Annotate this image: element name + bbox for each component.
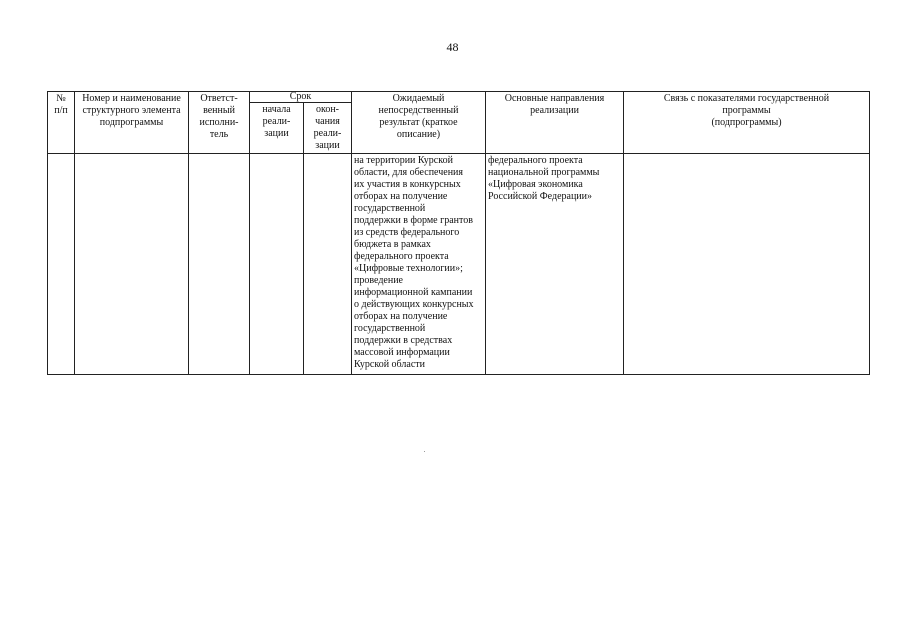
cell-end (304, 154, 352, 375)
cell-name (75, 154, 189, 375)
table-row (48, 154, 870, 375)
header-term: Срок (250, 92, 352, 103)
cell-num (48, 154, 75, 375)
header-start: начала реали- зации (250, 103, 304, 154)
cell-executor (189, 154, 250, 375)
header-num: № п/п (48, 92, 75, 154)
header-link: Связь с показателями государственной программы (подпрограммы) (624, 92, 870, 154)
header-result: Ожидаемый непосредственный результат (краткое описание) (352, 92, 486, 154)
header-end: окон- чания реали- зации (304, 103, 352, 154)
header-name: Номер и наименование структурного элемента подпрограммы (75, 92, 189, 154)
header-row-1 (48, 92, 870, 103)
program-table (47, 91, 870, 375)
scan-speck (424, 451, 425, 452)
cell-directions: федерального проекта национальной программы «Цифровая экономика Российской Федерации» (486, 154, 624, 375)
cell-link (624, 154, 870, 375)
cell-start (250, 154, 304, 375)
cell-result: на территории Курской области, для обеспечения их участия в конкурсных отборах на получение государственной поддержки в форме грантов из средств федерального бюджета в рамках федерального проекта «Цифровые технологии»; проведение информационной кампании о действующих конкурсных отборах на получение государственной поддержки в средствах массовой информации Курской области (352, 154, 486, 375)
header-directions: Основные направления реализации (486, 92, 624, 154)
header-executor: Ответст- венный исполни- тель (189, 92, 250, 154)
page-number: 48 (446, 40, 459, 54)
